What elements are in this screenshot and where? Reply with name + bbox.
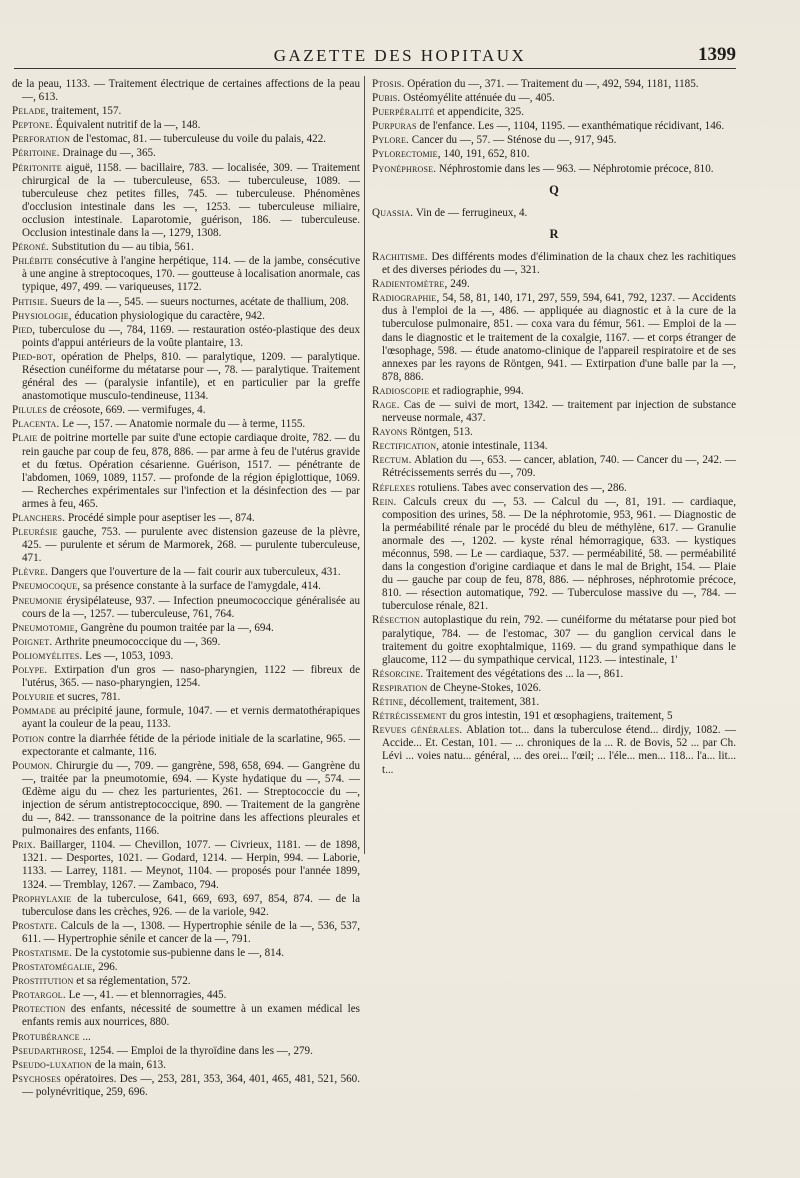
entry-text: Calculs creux du —, 53. — Calcul du —, 81, 191. — cardiaque, composition des urines, 58. — De la néphrotomie, 953, 961. — Diagnostic de la perméabilité rénale par le procédé du bleu de méthylène, 617. — Granulie anormale des —, 1202. — kyste rénal hémorragique, 633. — kystiques méconnus, 598. — Le — cardiaque, 537. — perméabilité, 58. — perméabilité dans la congestion d'origine cardiaque et dans le mal de Bright, 154. — Plaie du — gauche par coup de feu, 878, 886. — néphroses, néphrotomie précoce, 810. — résection automatique, 792. — Tuberculose massive du —, 784. — tuberculose rénale, 821.	[382, 495, 736, 613]
index-entry	[12, 691, 360, 704]
entry-text: de la main, 613.	[94, 1058, 166, 1071]
section-p-continued	[372, 78, 736, 176]
entry-text: de l'enfance. Les —, 1104, 1195. — exanthématique récidivant, 146.	[419, 120, 725, 133]
entry-text: aiguë, 1158. — bacillaire, 783. — localisée, 309. — Traitement chirurgical de la — tuberculeuse, 653. — tuberculeuse, 1089. — tuberculeuse chez petites filles, 745. — tuberculeuse. Phénomènes d'occlusion intestinale dans les —, 1253. — tuberculeuse miliaire, occlusion intestinale. Laparotomie, guérison, 186. — tuberculeuse. Occlusion intestinale dans la —, 1279, 1308.	[22, 161, 360, 240]
entry-text: 296.	[98, 961, 118, 974]
index-entry	[372, 399, 736, 425]
entry-keyword: Poignet.	[12, 635, 53, 648]
entry-keyword: Pleurésie	[12, 526, 58, 539]
index-entry	[12, 893, 360, 919]
entry-keyword: Perforation	[12, 133, 71, 146]
index-entry	[12, 418, 360, 431]
entry-keyword: Planchers.	[12, 512, 66, 524]
index-entry	[12, 595, 360, 621]
index-entry	[372, 292, 736, 384]
index-entry	[12, 566, 360, 579]
entry-keyword: Poumon.	[12, 759, 53, 772]
entry-keyword: Radioscopie	[372, 384, 430, 397]
entry-text: rotuliens. Tabes avec conservation des —, 286.	[418, 481, 627, 494]
index-entry	[372, 78, 736, 91]
index-entry	[372, 148, 736, 161]
entry-keyword: Rétrécissement	[372, 710, 447, 723]
entry-keyword: Radientomètre,	[372, 278, 448, 291]
index-entry	[12, 1003, 360, 1029]
entry-keyword: Psychoses	[12, 1072, 61, 1085]
entry-keyword: Phtisie.	[12, 295, 48, 308]
entry-text: Des différents modes d'élimination de la chaux chez les rachitiques et des diverses périodes du —, 321.	[382, 250, 736, 277]
entry-keyword: Puerpéralité	[372, 106, 435, 119]
entry-text: Sueurs de la —, 545. — sueurs nocturnes, acétate de thallium, 208.	[50, 295, 349, 308]
entry-keyword: Rectification,	[372, 440, 440, 453]
index-entry	[372, 426, 736, 439]
entry-keyword: Réflexes	[372, 481, 416, 494]
index-entry	[12, 1059, 360, 1072]
index-entry	[12, 760, 360, 839]
entry-text: Le —, 41. — et blennorragies, 445.	[68, 989, 227, 1002]
journal-title: GAZETTE DES HOPITAUX	[273, 46, 527, 65]
index-entry	[372, 724, 736, 776]
entry-keyword: Pseudo-luxation	[12, 1058, 92, 1071]
entry-text: Procédé simple pour aseptiser les —, 874.	[67, 512, 255, 524]
entry-text: 249.	[450, 278, 470, 291]
index-entry	[372, 482, 736, 495]
entry-keyword: Prostate.	[12, 919, 58, 932]
entry-text: érysipélateuse, 937. — Infection pneumococcique généralisée au cours de la —, 1257. — tuberculeuse, 761, 764.	[22, 594, 360, 620]
entry-text: et radiographie, 994.	[431, 384, 524, 397]
entry-text: Baillarger, 1104. — Chevillon, 1077. — Civrieux, 1181. — de 1898, 1321. — Desportes, 1021. — Godard, 1214. — Herpin, 994. — Laborie, 1133. — Larrey, 1181. — Meynot, 1104. — proposés pour l'année 1899, 1324. — Tremblay, 1267. — Zambaco, 794.	[22, 839, 360, 891]
entry-text: de l'estomac, 81. — tuberculeuse du voile du palais, 422.	[72, 133, 327, 146]
entry-keyword: Plèvre.	[12, 566, 49, 579]
entry-keyword: Rayons	[372, 426, 408, 439]
entry-text: contre la diarrhée fétide de la période initiale de la scarlatine, 965. — expectorante et calmante, 116.	[22, 732, 360, 758]
entry-keyword: Poliomyélites.	[12, 649, 83, 662]
entry-text: Dangers que l'ouverture de la — fait courir aux tuberculeux, 431.	[50, 566, 341, 579]
entry-keyword: Revues générales.	[372, 724, 463, 737]
index-entry	[372, 251, 736, 277]
entry-text: Drainage du —, 365.	[62, 147, 156, 160]
entry-keyword: Rétine,	[372, 696, 407, 709]
entry-keyword: Rachitisme.	[372, 250, 428, 263]
entry-keyword: Quassia.	[372, 206, 414, 219]
entry-keyword: Prostitution	[12, 975, 74, 988]
index-entry	[12, 119, 360, 132]
entry-text: éducation physiologique du caractère, 942.	[74, 309, 265, 322]
entry-keyword: Pommade	[12, 705, 57, 718]
index-entry	[372, 106, 736, 119]
entry-text: Arthrite pneumococcique du —, 369.	[54, 635, 221, 648]
entry-keyword: Pylore.	[372, 134, 410, 147]
entry-text: 140, 191, 652, 810.	[443, 148, 530, 161]
entry-keyword: Polyurie	[12, 691, 55, 704]
entry-text: 54, 58, 81, 140, 171, 297, 559, 594, 641, 792, 1237. — Accidents dus à l'emploi de la —, 486. — appliquée au diagnostic et à la cure de la tuberculose pulmonaire, 851. — coxa vara du fémur, 561. — Emploi de la — dans le diagnostic et le traitement de la coxalgie, 1167. — et corps étranger de l'œsophage, 598. — étude anatomo-clinique de l'appareil respiratoire et de ses annexes par les rayons de Röntgen, 941. — Extirpation d'une balle par la —, 878, 886.	[382, 292, 736, 383]
index-entry	[12, 636, 360, 649]
entry-text: sa présence constante à la surface de l'amygdale, 414.	[83, 580, 321, 593]
index-entry	[12, 310, 360, 323]
entry-text: du gros intestin, 191 et œsophagiens, traitement, 5	[449, 710, 673, 723]
entry-text: Chirurgie du —, 709. — gangrène, 598, 658, 694. — Gangrène du —, traitée par la pneumotomie, 694. — Kyste hydatique du —, 574. — Œdème aigu du — chez les parturientes, 261. — Streptococcie du —, injection de sérum antistreptococcique, 890. — Traitement de la gangrène du —, 842. — transsonance de la poitrine dans les affections pleurales et pulmonaires des enfants, 1166.	[22, 759, 360, 838]
entry-text: Calculs de la —, 1308. — Hypertrophie sénile de la —, 536, 537, 611. — Hypertrophie sénile et cancer de la —, 791.	[22, 919, 361, 945]
entry-text: Traitement des végétations des ... la —, 861.	[425, 667, 624, 680]
entry-keyword: Résection	[372, 614, 420, 627]
entry-keyword: Polype.	[12, 664, 48, 677]
index-entry	[12, 664, 360, 690]
left-column	[12, 78, 360, 1100]
entry-text: et appendicite, 325.	[437, 106, 524, 119]
entry-keyword: Placenta.	[12, 418, 60, 431]
entry-text: de la tuberculose, 641, 669, 693, 697, 854, 874. — de la tuberculose dans les crèches, 926. — de la variole, 942.	[22, 892, 360, 918]
index-entry	[372, 92, 736, 105]
entry-text: Néphrostomie dans les — 963. — Néphrotomie précoce, 810.	[439, 162, 714, 175]
entry-text: Ostéomyélite atténuée du —, 405.	[403, 92, 555, 105]
index-entry	[12, 324, 360, 350]
section-r-entries	[372, 251, 736, 777]
index-entry	[12, 1073, 360, 1099]
entry-keyword: Pubis.	[372, 92, 401, 105]
entry-text: de Cheyne-Stokes, 1026.	[430, 681, 542, 694]
entry-keyword: Pneumocoque,	[12, 580, 81, 593]
entry-text: Opération du —, 371. — Traitement du —, 492, 594, 1181, 1185.	[407, 78, 699, 90]
entry-text: Équivalent nutritif de la —, 148.	[55, 119, 201, 132]
entry-text: Ablation du —, 653. — cancer, ablation, 740. — Cancer du —, 242. — Rétrécissements serrés du —, 709.	[382, 454, 736, 480]
section-q-entries	[372, 207, 736, 220]
index-entry	[372, 163, 736, 176]
header-rule	[14, 68, 736, 69]
entry-keyword: Pneumonie	[12, 594, 63, 607]
entry-keyword: Plaie	[12, 432, 38, 445]
entry-keyword: Pyonéphrose.	[372, 162, 437, 175]
index-entry	[372, 120, 736, 133]
index-entry	[12, 241, 360, 254]
index-entry	[12, 1045, 360, 1058]
index-entry	[12, 920, 360, 946]
index-entry	[12, 78, 360, 104]
index-entry	[12, 526, 360, 565]
index-entry	[372, 440, 736, 453]
entry-text: ...	[82, 1030, 91, 1043]
entry-keyword: Potion	[12, 732, 45, 745]
index-entry	[372, 668, 736, 681]
entry-keyword: Pelade,	[12, 105, 49, 118]
index-entry	[12, 705, 360, 731]
index-entry	[12, 296, 360, 309]
entry-text: et sucres, 781.	[56, 691, 121, 704]
entry-keyword: Phlébite	[12, 255, 54, 268]
entry-keyword: Pilules	[12, 404, 48, 417]
index-entry	[12, 989, 360, 1002]
entry-keyword: Péritonite	[12, 161, 62, 174]
entry-keyword: Radiographie,	[372, 292, 440, 305]
right-column	[372, 78, 736, 778]
entry-keyword: Pied-bot,	[12, 350, 56, 363]
entry-text: au précipité jaune, formule, 1047. — et vernis dermatothérapiques ayant la couleur de la peau, 1133.	[22, 705, 360, 731]
entry-text: Gangrène du poumon traitée par la —, 694.	[80, 621, 274, 634]
entry-keyword: Pseudarthrose,	[12, 1044, 87, 1057]
index-entry	[12, 839, 360, 891]
entry-text: Ablation tot... dans la tuberculose étend... dirdjy, 1082. — Accide... Et. Cestan, 101. — ... chroniques de la ... R. de Bovis, 52 ... par Ch. Lévi ... voies natu... général, ... des orei... l'œil; ... l'éle... men... 118... l'a... lit... t...	[382, 724, 736, 776]
index-entry	[12, 147, 360, 160]
entry-keyword: Pied,	[12, 323, 36, 336]
entry-keyword: Prostatisme.	[12, 947, 73, 959]
entry-keyword: Protection	[12, 1003, 66, 1016]
entry-text: autoplastique du rein, 792. — cunéiforme du métatarse pour pied bot paralytique, 784. — de l'estomac, 307 — du ganglion cervical dans le traitement du goitre exophtalmique, 1169. — du grand sympathique dans le glaucome, 112 — du sympathique cervical, 1123. — intestinale, 1'	[382, 614, 736, 666]
entry-text: Röntgen, 513.	[410, 426, 473, 439]
index-entry	[12, 404, 360, 417]
index-entry	[12, 961, 360, 974]
entry-text: Vin de — ferrugineux, 4.	[415, 206, 528, 219]
index-entry	[12, 975, 360, 988]
index-entry	[372, 278, 736, 291]
index-entry	[12, 733, 360, 759]
entry-text: de la peau, 1133. — Traitement électrique de certaines affections de la peau —, 613.	[12, 78, 360, 104]
section-letter-r: R	[549, 226, 559, 241]
index-entry	[12, 255, 360, 294]
entry-text: et sa réglementation, 572.	[76, 975, 191, 988]
entry-keyword: Péroné.	[12, 241, 50, 254]
entry-keyword: Pneumotomie,	[12, 621, 78, 634]
index-entry	[12, 105, 360, 118]
index-entry	[12, 432, 360, 511]
index-entry	[12, 512, 360, 525]
entry-keyword: Rage.	[372, 398, 400, 411]
column-divider	[364, 76, 365, 854]
index-entry	[372, 496, 736, 614]
entry-text: traitement, 157.	[51, 105, 122, 118]
page-header	[0, 40, 800, 70]
index-entry	[372, 682, 736, 695]
entry-keyword: Prostatomégalie,	[12, 961, 96, 974]
entry-keyword: Pylorectomie,	[372, 148, 441, 161]
index-entry	[12, 133, 360, 146]
entry-text: des enfants, nécessité de soumettre à un examen médical les enfants remis aux nourrices, 880.	[22, 1003, 361, 1029]
index-entry	[372, 614, 736, 666]
page-number: 1399	[698, 44, 736, 65]
entry-keyword: Prix.	[12, 839, 36, 852]
index-entry	[372, 454, 736, 480]
entry-text: opération de Phelps, 810. — paralytique, 1209. — paralytique. Résection cunéiforme du métatarse pour —, 78. — paralytique. Traitement général des — (paralysie infantile), et en particulier par la greffe anastomotique musculo-tendineuse, 1134.	[22, 350, 360, 403]
entry-keyword: Prophylaxie	[12, 892, 72, 905]
entry-text: gauche, 753. — purulente avec distension gazeuse de la plèvre, 425. — purulente et sérum de Marmorek, 268. — purulente tuberculeuse, 471.	[22, 526, 361, 565]
entry-keyword: Rein.	[372, 495, 397, 508]
index-entry	[12, 622, 360, 635]
index-entry	[12, 947, 360, 960]
entry-keyword: Rectum.	[372, 454, 412, 467]
index-entry	[12, 580, 360, 593]
entry-keyword: Résorcine.	[372, 667, 424, 680]
index-entry	[12, 351, 360, 403]
index-entry	[12, 162, 360, 241]
entry-text: Cancer du —, 57. — Sténose du —, 917, 945.	[411, 134, 617, 147]
index-entry	[12, 1031, 360, 1044]
entry-text: consécutive à l'angine herpétique, 114. — de la jambe, consécutive à une angine à streptocoques, 170. — goutteuse à localisation anormale, cas typique, 497, 499. — variqueuses, 1172.	[22, 255, 360, 294]
entry-text: de poitrine mortelle par suite d'une ectopie cardiaque droite, 782. — du rein gauche par coup de feu, 878, 886. — par arme à feu de l'utérus gravide et du fœtus. Opération césarienne. Guérison, 1517. — pénétrante de l'abdomen, 1069, 1089, 1157. — profonde de la région épiglottique, 1069. — Recherches expérimentales sur l'infection et la désinfection des — par armes à feu, 465.	[22, 432, 360, 510]
entry-text: Les —, 1053, 1093.	[85, 649, 174, 662]
entry-text: Extirpation d'un gros — naso-pharyngien, 1122 — fibreux de l'utérus, 365. — naso-pharyngien, 1254.	[22, 664, 360, 690]
index-entry	[372, 207, 736, 220]
index-entry	[12, 650, 360, 663]
entry-text: tuberculose du —, 784, 1169. — restauration ostéo-plastique des deux points d'appui antérieurs de la voûte plantaire, 13.	[22, 323, 361, 349]
index-entry	[372, 385, 736, 398]
entry-text: 1254. — Emploi de la thyroïdine dans les —, 279.	[89, 1044, 313, 1057]
entry-keyword: Péritoine.	[12, 147, 60, 160]
entry-keyword: Respiration	[372, 681, 428, 694]
index-entry	[372, 134, 736, 147]
entry-text: Le —, 157. — Anatomie normale du — à terme, 1155.	[62, 418, 306, 431]
section-letter-q: Q	[549, 182, 559, 197]
index-entry	[372, 696, 736, 709]
entry-keyword: Ptosis.	[372, 78, 405, 90]
entry-text: atonie intestinale, 1134.	[441, 440, 548, 453]
entry-text: décollement, traitement, 381.	[409, 696, 540, 709]
entry-keyword: Protargol.	[12, 989, 66, 1002]
entry-text: opératoires. Des —, 253, 281, 353, 364, 401, 465, 481, 521, 560. — polynévritique, 259, 696.	[22, 1072, 360, 1098]
entry-keyword: Physiologie,	[12, 309, 72, 322]
index-entry	[372, 710, 736, 723]
entry-keyword: Peptone.	[12, 119, 54, 132]
entry-text: de créosote, 669. — vermifuges, 4.	[49, 404, 206, 417]
entry-text: Substitution du — au tibia, 561.	[51, 241, 194, 254]
entry-keyword: Protubérance	[12, 1030, 80, 1043]
entry-keyword: Purpuras	[372, 120, 417, 133]
entry-text: Cas de — suivi de mort, 1342. — traitement par injection de substance nerveuse normale, 437.	[382, 398, 736, 425]
entry-text: De la cystotomie sus-pubienne dans le —, 814.	[74, 947, 285, 959]
